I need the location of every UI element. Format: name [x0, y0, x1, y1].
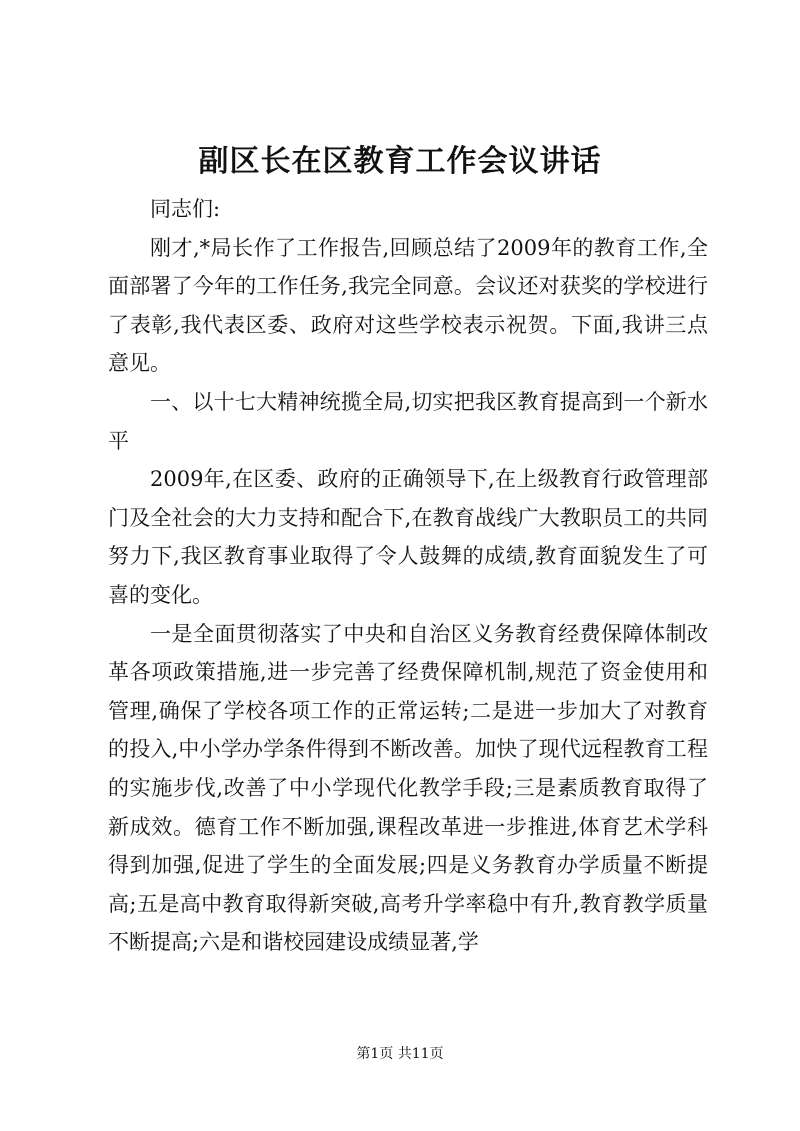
page-number-footer: 第1页 共11页	[356, 1046, 444, 1062]
salutation: 同志们:	[150, 197, 221, 221]
section-heading-one: 一、以十七大精神统揽全局,切实把我区教育提高到一个新水平	[108, 389, 708, 453]
document-body	[108, 190, 708, 962]
paragraph-intro: 刚才,*局长作了工作报告,回顾总结了2009年的教育工作,全面部署了今年的工作任务,我完全同意。会议还对获奖的学校进行了表彰,我代表区委、政府对这些学校表示祝贺。下面,我讲三点意见。	[108, 235, 708, 376]
document-title: 副区长在区教育工作会议讲话	[198, 144, 602, 179]
paragraph-achievements: 2009年,在区委、政府的正确领导下,在上级教育行政管理部门及全社会的大力支持和配合下,在教育战线广大教职员工的共同努力下,我区教育事业取得了令人鼓舞的成绩,教育面貌发生了可喜的变化。	[108, 467, 708, 607]
paragraph-details: 一是全面贯彻落实了中央和自治区义务教育经费保障体制改革各项政策措施,进一步完善了经费保障机制,规范了资金使用和管理,确保了学校各项工作的正常运转;二是进一步加大了对教育的投入,中小学办学条件得到不断改善。加快了现代远程教育工程的实施步伐,改善了中小学现代化教学手段;三是素质教育取得了新成效。德育工作不断加强,课程改革进一步推进,体育艺术学科得到加强,促进了学生的全面发展;四是义务教育办学质量不断提高;五是高中教育取得新突破,高考升学率稳中有升,教育教学质量不断提高;六是和谐校园建设成绩显著,学	[108, 621, 708, 955]
